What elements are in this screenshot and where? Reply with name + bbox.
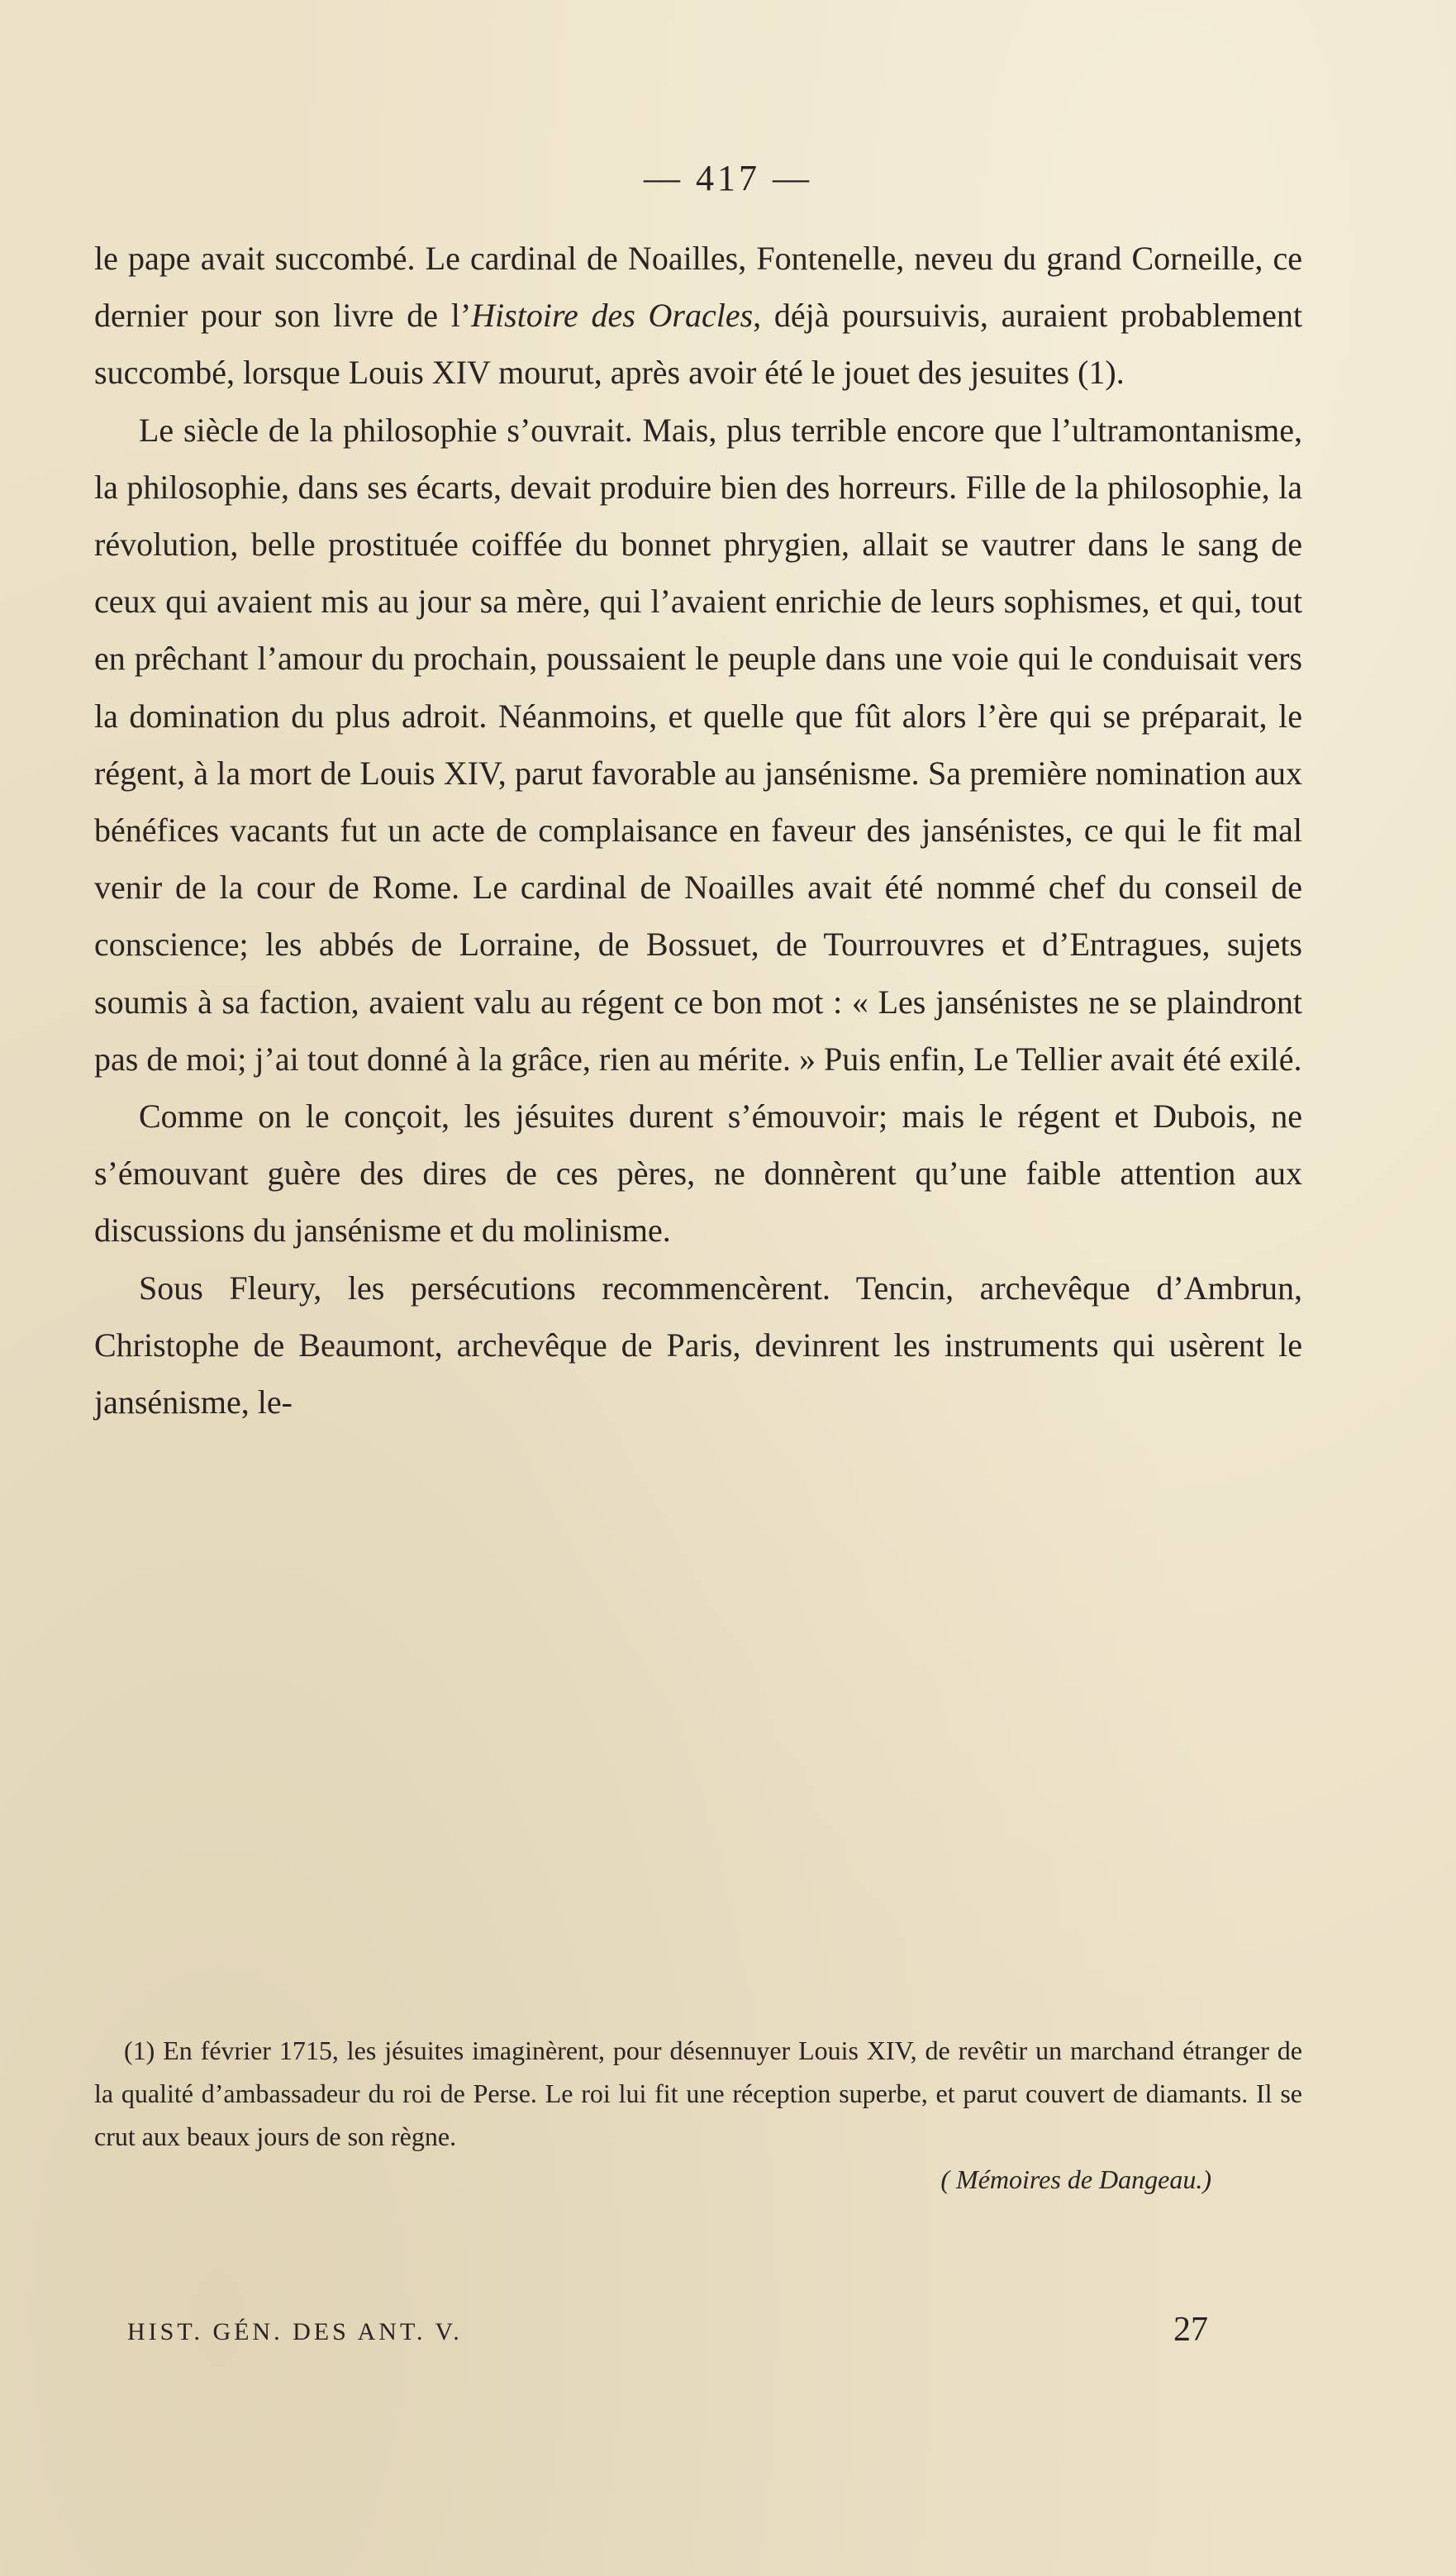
page-number: — 417 — — [644, 158, 812, 198]
paragraph-1-text: le pape avait succombé. Le cardinal de Noailles, Fontenelle, neveu du grand Corneille, ce dernier pour son livre de l’ — [94, 240, 1302, 335]
footnotes — [94, 2029, 1302, 2201]
paragraph-1-rest: , déjà poursuivis, auraient probablement succombé, lorsque Louis XIV mourut, après avoir été le jouet des jesuites (1). — [94, 297, 1302, 392]
body-text — [94, 230, 1302, 1431]
footnote-source: ( Mémoires de Dangeau.) — [940, 2164, 1211, 2194]
sheet-number: 27 — [1173, 2311, 1208, 2349]
book-title-italic: Histoire des Oracles — [471, 297, 754, 335]
footnote-1: (1) En février 1715, les jésuites imaginèrent, pour désennuyer Louis XIV, de revêtir un marchand étranger de la qualité d’ambassadeur du roi de Perse. Le roi lui fit une réception superbe, et parut couvert de diamants. Il se crut aux beaux jours de son règne. — [94, 2036, 1302, 2151]
paragraph-1 — [94, 230, 1302, 402]
printer-signature: HIST. GÉN. DES ANT. V. — [127, 2318, 463, 2345]
paragraph-2: Le siècle de la philosophie s’ouvrait. Mais, plus terrible encore que l’ultramontanisme, la philosophie, dans ses écarts, devait produire bien des horreurs. Fille de la philosophie, la révolution, belle prostituée coiffée du bonnet phrygien, allait se vautrer dans le sang de ceux qui avaient mis au jour sa mère, qui l’avaient enrichie de leurs sophismes, et qui, tout en prêchant l’amour du prochain, poussaient le peuple dans une voie qui le conduisait vers la domination du plus adroit. Néanmoins, et quelle que fût alors l’ère qui se préparait, le régent, à la mort de Louis XIV, parut favorable au jansénisme. Sa première nomination aux bénéfices vacants fut un acte de complaisance en faveur des jansénistes, ce qui le fit mal venir de la cour de Rome. Le cardinal de Noailles avait été nommé chef du conseil de conscience; les abbés de Lorraine, de Bossuet, de Tourrouvres et d’Entragues, sujets soumis à sa faction, avaient valu au régent ce bon mot : « Les jansénistes ne se plaindront pas de moi; j’ai tout donné à la grâce, rien au mérite. » Puis enfin, Le Tellier avait été exilé. — [94, 411, 1302, 1078]
paragraph-4: Sous Fleury, les persécutions recommencèrent. Tencin, archevêque d’Ambrun, Christophe de Beaumont, archevêque de Paris, devinrent les instruments qui usèrent le jansénisme, le- — [94, 1269, 1302, 1421]
paragraph-3: Comme on le conçoit, les jésuites durent s’émouvoir; mais le régent et Dubois, ne s’émouvant guère des dires de ces pères, ne donnèrent qu’une faible attention aux discussions du jansénisme et du molinisme. — [94, 1098, 1302, 1250]
